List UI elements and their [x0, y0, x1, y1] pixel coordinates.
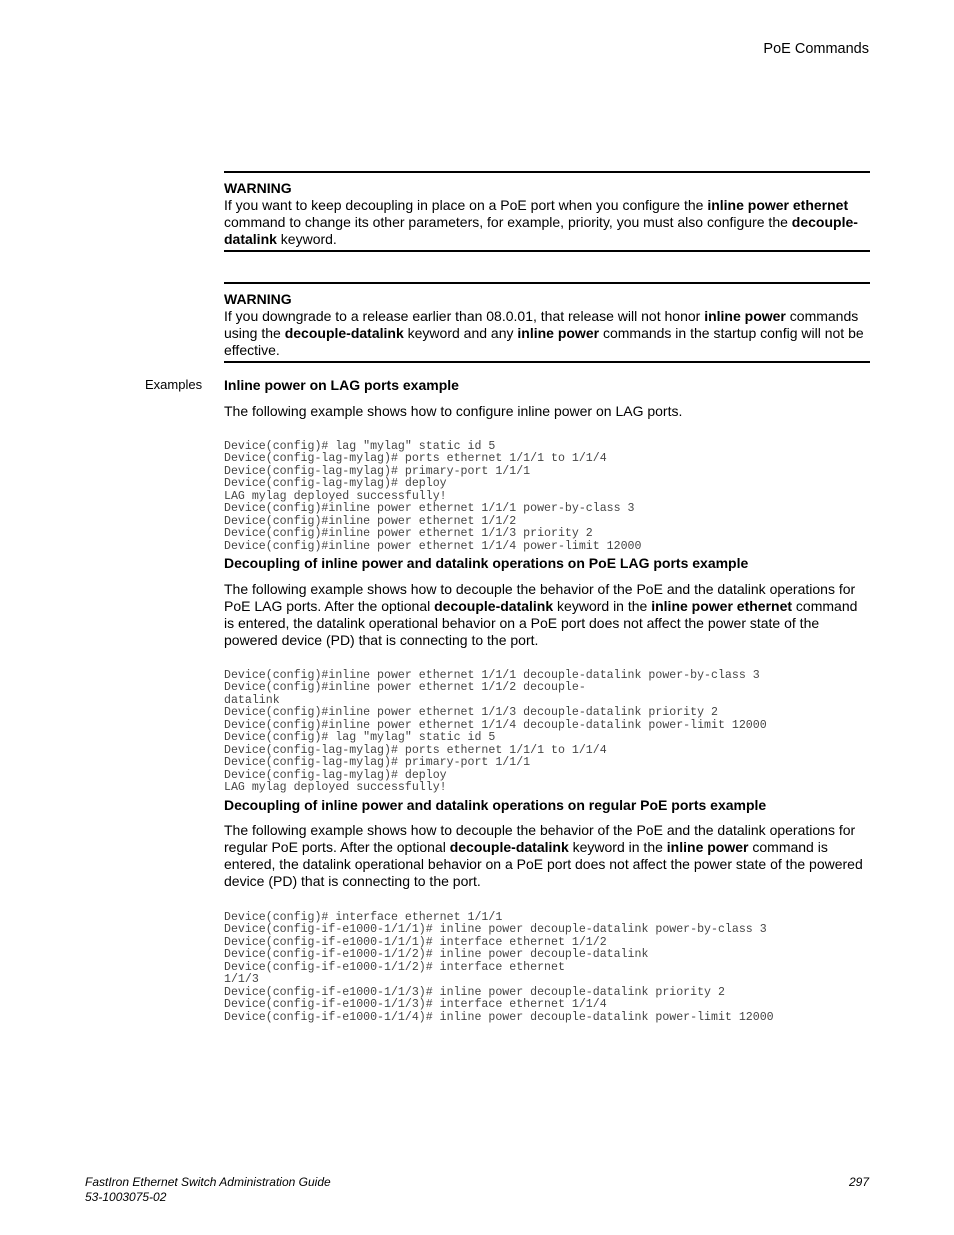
section-heading-poe-lag-decouple: Decoupling of inline power and datalink operations on PoE LAG ports example: [224, 555, 749, 571]
code-line: Device(config)# lag "mylag" static id 5: [224, 731, 496, 745]
code-line: Device(config)#inline power ethernet 1/1/1 decouple-datalink power-by-class 3: [224, 669, 760, 682]
warning-text-2: [224, 308, 870, 359]
text-run: If you downgrade to a release earlier than 08.0.01, that release will not honor: [224, 308, 705, 324]
code-line: Device(config-lag-mylag)# ports ethernet 1/1/1 to 1/1/4: [224, 743, 607, 757]
code-line: Device(config)#inline power ethernet 1/1/1 power-by-class 3: [224, 502, 635, 516]
text-run: keyword and any: [403, 325, 518, 341]
text-run: command to change its other parameters, for example, priority, you must also configure the: [224, 214, 792, 230]
code-line: Device(config-lag-mylag)# primary-port 1/1/1: [224, 464, 531, 478]
code-line: Device(config)#inline power ethernet 1/1/2 decouple-: [224, 681, 586, 695]
running-header-section: PoE Commands: [763, 41, 869, 57]
bold-keyword: inline power ethernet: [651, 598, 793, 614]
section-heading-lag: Inline power on LAG ports example: [224, 377, 459, 393]
code-line: Device(config-lag-mylag)# deploy: [224, 768, 447, 782]
code-line: datalink: [224, 693, 280, 707]
text-run: command is entered, the datalink operational behavior on a PoE port does not affect the power state of the powered device (PD) that is connecting to the port.: [224, 598, 858, 648]
code-block-lag: [224, 441, 641, 553]
code-line: Device(config)#inline power ethernet 1/1/3 priority 2: [224, 527, 593, 541]
code-line: Device(config-if-e1000-1/1/4)# inline power decouple-datalink power-limit 12000: [224, 1010, 774, 1024]
bold-keyword: decouple-datalink: [449, 839, 569, 855]
code-line: Device(config)#inline power ethernet 1/1/2: [224, 514, 517, 528]
warning-title-1: WARNING: [224, 180, 292, 196]
code-line: 1/1/3: [224, 973, 259, 987]
section-heading-regular-poe-decouple: Decoupling of inline power and datalink operations on regular PoE ports example: [224, 797, 767, 813]
section-paragraph-poe-lag-decouple: [224, 581, 870, 649]
section-paragraph-lag: [224, 403, 870, 420]
bold-keyword: decouple-datalink: [434, 598, 554, 614]
code-line: Device(config)#inline power ethernet 1/1/4 power-limit 12000: [224, 539, 642, 553]
footer-page-number: 297: [848, 1175, 869, 1189]
warning-title-2: WARNING: [224, 291, 292, 307]
code-line: Device(config)#inline power ethernet 1/1/3 decouple-datalink priority 2: [224, 706, 718, 720]
bold-keyword: inline power ethernet: [707, 197, 849, 213]
bold-keyword: inline power: [666, 839, 749, 855]
code-block-poe-lag-decouple: [224, 670, 767, 795]
text-run: keyword in the: [553, 598, 652, 614]
code-line: Device(config-if-e1000-1/1/3)# inline power decouple-datalink priority 2: [224, 985, 725, 999]
warning-box-2: [224, 282, 870, 363]
text-run: If you want to keep decoupling in place on a PoE port when you configure the: [224, 197, 708, 213]
bold-keyword: inline power: [704, 308, 786, 324]
text-run: The following example shows how to decouple the behavior of the PoE and the datalink operations for regular PoE ports. After the optional: [224, 822, 856, 855]
footer-title: FastIron Ethernet Switch Administration Guide: [85, 1175, 331, 1189]
bold-keyword: inline power: [517, 325, 600, 341]
code-line: Device(config)#inline power ethernet 1/1/4 decouple-datalink power-limit 12000: [224, 718, 767, 732]
code-line: Device(config-if-e1000-1/1/2)# interface ethernet: [224, 960, 565, 974]
code-line: LAG mylag deployed successfully!: [224, 781, 447, 795]
bold-keyword: decouple-datalink: [224, 214, 858, 247]
code-block-regular-poe-decouple: [224, 912, 774, 1024]
warning-box-1: [224, 171, 870, 252]
code-line: Device(config)# lag "mylag" static id 5: [224, 440, 496, 453]
code-line: Device(config-if-e1000-1/1/2)# inline power decouple-datalink: [224, 948, 649, 962]
section-paragraph-regular-poe-decouple: [224, 822, 870, 890]
code-line: Device(config-if-e1000-1/1/3)# interface ethernet 1/1/4: [224, 998, 607, 1012]
text-run: commands using the: [224, 308, 859, 341]
text-run: keyword.: [276, 231, 337, 247]
warning-text-1: [224, 197, 870, 248]
text-run: The following example shows how to configure inline power on LAG ports.: [224, 403, 683, 419]
code-line: Device(config)# interface ethernet 1/1/1: [224, 911, 503, 924]
text-run: The following example shows how to decouple the behavior of the PoE and the datalink operations for PoE LAG ports. After the optional: [224, 581, 856, 614]
code-line: Device(config-lag-mylag)# deploy: [224, 477, 447, 491]
code-line: Device(config-lag-mylag)# ports ethernet 1/1/1 to 1/1/4: [224, 452, 607, 466]
code-line: Device(config-if-e1000-1/1/1)# inline power decouple-datalink power-by-class 3: [224, 923, 767, 937]
text-run: commands in the startup config will not be effective.: [224, 325, 864, 358]
footer-document-info: [85, 1175, 331, 1205]
bold-keyword: decouple-datalink: [284, 325, 404, 341]
examples-label: Examples: [145, 377, 203, 392]
code-line: LAG mylag deployed successfully!: [224, 489, 447, 503]
text-run: keyword in the: [568, 839, 667, 855]
code-line: Device(config-if-e1000-1/1/1)# interface ethernet 1/1/2: [224, 935, 607, 949]
footer-doc-number: 53-1003075-02: [85, 1190, 167, 1204]
text-run: command is entered, the datalink operational behavior on a PoE port does not affect the power state of the powered device (PD) that is connecting to the port.: [224, 839, 863, 889]
code-line: Device(config-lag-mylag)# primary-port 1/1/1: [224, 756, 531, 770]
